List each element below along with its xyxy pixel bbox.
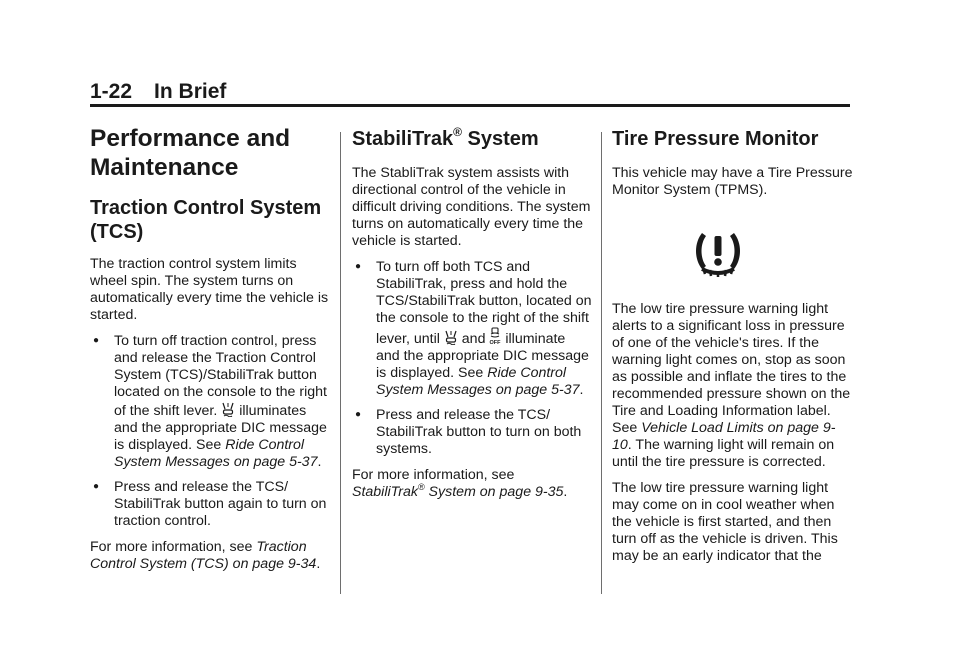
bullet-icon: ● <box>355 261 362 272</box>
column-1 <box>90 124 330 582</box>
tpms-warning-text: The low tire pressure warning light alerts to a significant loss in pressure of one of the vehicle's tires. If the warning light comes on, stop as soon as possible and inflate the tires to the recommended pressure shown on the Tire and Loading Information label. See Vehicle Load Limits on page 9-10. The warning light will remain on until the tire pressure is corrected. <box>612 301 851 470</box>
list-item: ● Press and release the TCS/ StabiliTrak button to turn on both systems. <box>355 407 582 457</box>
tcs-more-info: For more information, see Traction Control System (TCS) on page 9-34. <box>90 539 321 572</box>
stabilitrak-more-info: For more information, see StabiliTrak® System on page 9-35. <box>352 467 568 500</box>
page-header <box>90 80 850 104</box>
vehicle-load-limits-link[interactable]: Vehicle Load Limits on page 9-10 <box>612 420 836 453</box>
header-rule <box>90 104 850 107</box>
tire-pressure-warning-icon <box>692 229 744 277</box>
column-divider <box>601 132 602 594</box>
bullet-icon: ● <box>355 409 362 420</box>
tcs-bullets <box>90 333 330 530</box>
stabilitrak-title: StabiliTrak® System <box>352 125 539 150</box>
column-divider <box>340 132 341 594</box>
running-head <box>90 80 850 104</box>
bullet-icon: ● <box>93 481 100 492</box>
section-title: Performance and Maintenance <box>90 125 291 181</box>
tpms-symbol <box>582 229 854 279</box>
ride-control-messages-link[interactable]: Ride Control System Messages on page 5-37 <box>376 365 580 398</box>
stabilitrak-bullets <box>352 259 592 458</box>
stabilitrak-reference-link[interactable]: StabiliTrak® System on page 9-35 <box>352 482 564 500</box>
stabilitrak-intro: The StabliTrak system assists with directional control of the vehicle in difficult driving conditions. The system turns on automatically every time the vehicle is started. <box>352 165 591 249</box>
tcs-reference-link[interactable]: Traction Control System (TCS) on page 9-34 <box>90 539 317 572</box>
page-number: 1-22 <box>90 80 133 103</box>
list-item: ● Press and release the TCS/ StabiliTrak button again to turn on traction control. <box>93 479 327 529</box>
traction-control-light-icon <box>221 401 235 417</box>
list-item: ● To turn off both TCS and StabiliTrak, press and hold the TCS/StabiliTrak button, located on the console to the right of the shift lever, until and OFF illuminate and the appropriate DIC message is displayed. See Ride Control System Messages on page 5-37. <box>355 259 592 398</box>
subsection-title: Traction Control System (TCS) <box>90 197 322 243</box>
bullet-icon: ● <box>93 335 100 346</box>
stabilitrak-off-icon <box>489 327 501 345</box>
tire-pressure-title: Tire Pressure Monitor <box>612 128 819 150</box>
column-3 <box>612 124 854 574</box>
chapter-title: In Brief <box>154 80 227 103</box>
svg-text:OFF: OFF <box>489 340 501 345</box>
tpms-intro: This vehicle may have a Tire Pressure Monitor System (TPMS). <box>612 165 853 198</box>
tpms-cold-weather-text: The low tire pressure warning light may come on in cool weather when the vehicle is first started, and then turn off as the vehicle is driven. This may be an early indicator that the <box>612 480 838 564</box>
tcs-intro: The traction control system limits wheel spin. The system turns on automatically every time the vehicle is started. <box>90 256 329 323</box>
ride-control-messages-link[interactable]: Ride Control System Messages on page 5-37 <box>114 437 318 470</box>
column-2 <box>352 124 592 510</box>
traction-control-light-icon <box>444 329 458 345</box>
list-item: ● To turn off traction control, press and release the Traction Control System (TCS)/StabiliTrak button located on the console to the right of the shift lever. illuminates and the appropriate DIC message is displayed. See Ride Control System Messages on page 5-37. <box>93 333 327 470</box>
